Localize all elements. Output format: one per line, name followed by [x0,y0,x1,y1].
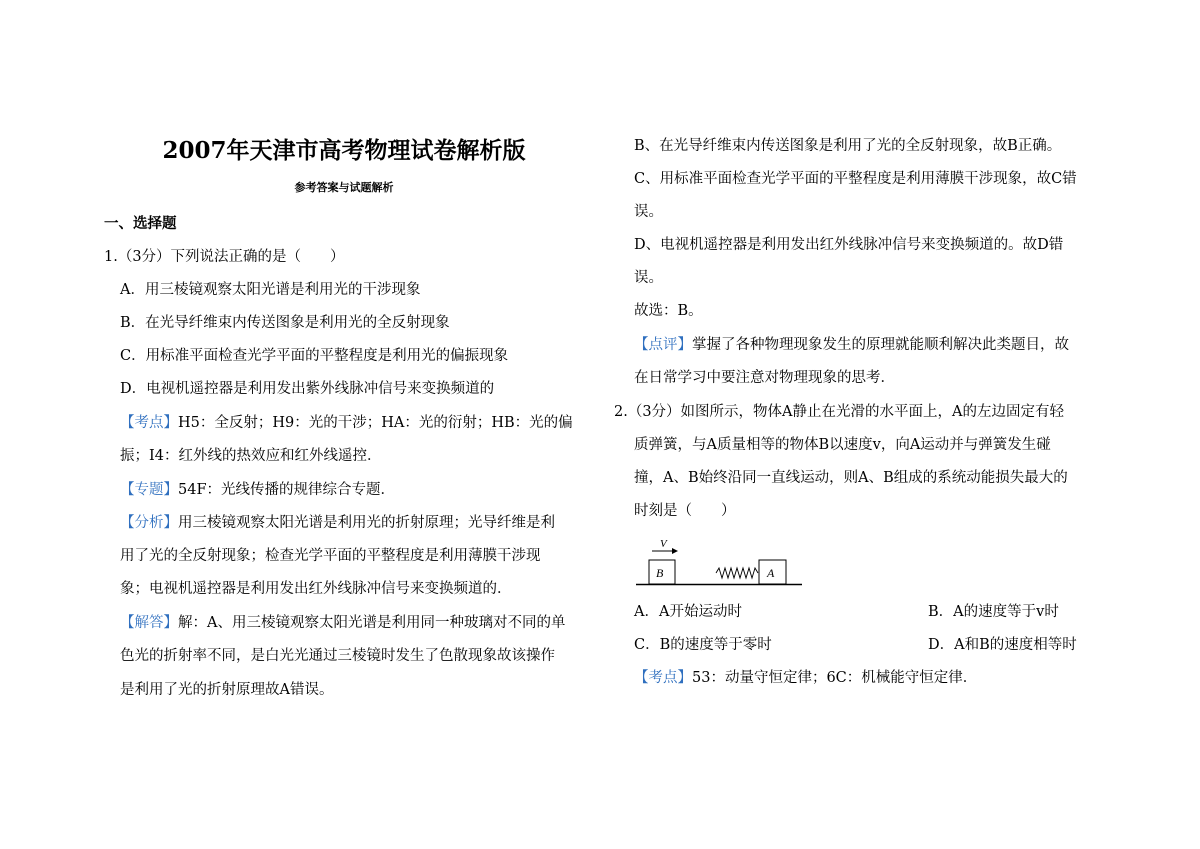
q1-explain-c-2: 误。 [634,204,663,220]
q1-dianping-line-1 [634,335,1069,355]
q1-explain-c-1: C、用标准平面检查光学平面的平整程度是利用薄膜干涉现象，故C错 [634,171,1077,187]
velocity-label: V [660,538,667,550]
q1-fenxi-line-3: 象；电视机遥控器是利用发出红外线脉冲信号来变换频道的． [120,581,512,597]
page-subtitle: 参考答案与试题解析 [294,181,394,194]
q1-zhuanti-line [120,480,395,500]
q2-stem-2: 质弹簧，与A质量相等的物体B以速度v，向A运动并与弹簧发生碰 [634,437,1051,453]
dianping-tag: 【点评】 [634,337,692,353]
q2-stem-1: 2.（3分）如图所示，物体A静止在光滑的水平面上，A的左边固定有轻 [614,404,1065,420]
zhuanti-tag: 【专题】 [120,482,178,498]
q2-option-b: B．A的速度等于v时 [928,604,1059,620]
q2-stem-3: 撞，A、B始终沿同一直线运动，则A、B组成的系统动能损失最大的 [634,470,1068,486]
q1-jieda-line-3: 是利用了光的折射原理故A错误。 [120,682,334,698]
jieda-text: 解：A、用三棱镜观察太阳光谱是利用同一种玻璃对不同的单 [178,615,566,631]
q1-stem: 1.（3分）下列说法正确的是（ ） [104,249,345,265]
fenxi-tag: 【分析】 [120,515,178,531]
q2-option-a: A．A开始运动时 [634,604,742,620]
q2-kaodian-text: 53：动量守恒定律；6C：机械能守恒定律． [692,670,978,686]
q2-option-c: C．B的速度等于零时 [634,637,772,653]
q1-option-b: B．在光导纤维束内传送图象是利用光的全反射现象 [120,315,450,331]
velocity-arrow-head [672,548,678,554]
block-a-label: A [767,566,775,580]
q2-option-d: D．A和B的速度相等时 [928,637,1077,653]
zhuanti-text: 54F：光线传播的规律综合专题． [178,482,396,498]
q1-kaodian-line-1 [120,413,573,433]
spring-block-diagram [632,535,804,589]
fenxi-text: 用三棱镜观察太阳光谱是利用光的折射原理；光导纤维是利 [178,515,555,531]
q1-jieda-line-1 [120,613,565,633]
q1-kaodian-line-2: 振；I4：红外线的热效应和红外线遥控． [120,448,382,464]
spring [716,568,758,578]
q1-explain-d-1: D、电视机遥控器是利用发出红外线脉冲信号来变换频道的。故D错 [634,237,1064,253]
kaodian-text: H5：全反射；H9：光的干涉；HA：光的衍射；HB：光的偏 [178,415,573,431]
q2-kaodian-line [634,668,977,688]
section-heading: 一、选择题 [104,215,177,232]
dianping-text: 掌握了各种物理现象发生的原理就能顺利解决此类题目，故 [692,337,1069,353]
q1-option-d: D．电视机遥控器是利用发出紫外线脉冲信号来变换频道的 [120,381,495,397]
q1-jieda-line-2: 色光的折射率不同，是白光光通过三棱镜时发生了色散现象故该操作 [120,648,555,664]
block-b-label: B [656,566,664,580]
q1-option-c: C．用标准平面检查光学平面的平整程度是利用光的偏振现象 [120,348,509,364]
q1-option-a: A．用三棱镜观察太阳光谱是利用光的干涉现象 [120,282,421,298]
q1-fenxi-line-1 [120,513,555,533]
q1-fenxi-line-2: 用了光的全反射现象；检查光学平面的平整程度是利用薄膜干涉现 [120,548,541,564]
q2-kaodian-tag: 【考点】 [634,670,692,686]
q1-explain-b: B、在光导纤维束内传送图象是利用了光的全反射现象，故B正确。 [634,138,1062,154]
q1-dianping-line-2: 在日常学习中要注意对物理现象的思考． [634,370,895,386]
jieda-tag: 【解答】 [120,615,178,631]
q1-answer: 故选：B。 [634,303,703,319]
q2-stem-4: 时刻是（ ） [634,503,736,519]
kaodian-tag: 【考点】 [120,415,178,431]
q1-explain-d-2: 误。 [634,270,663,286]
page-title: 2007年天津市高考物理试卷解析版 [162,137,526,164]
